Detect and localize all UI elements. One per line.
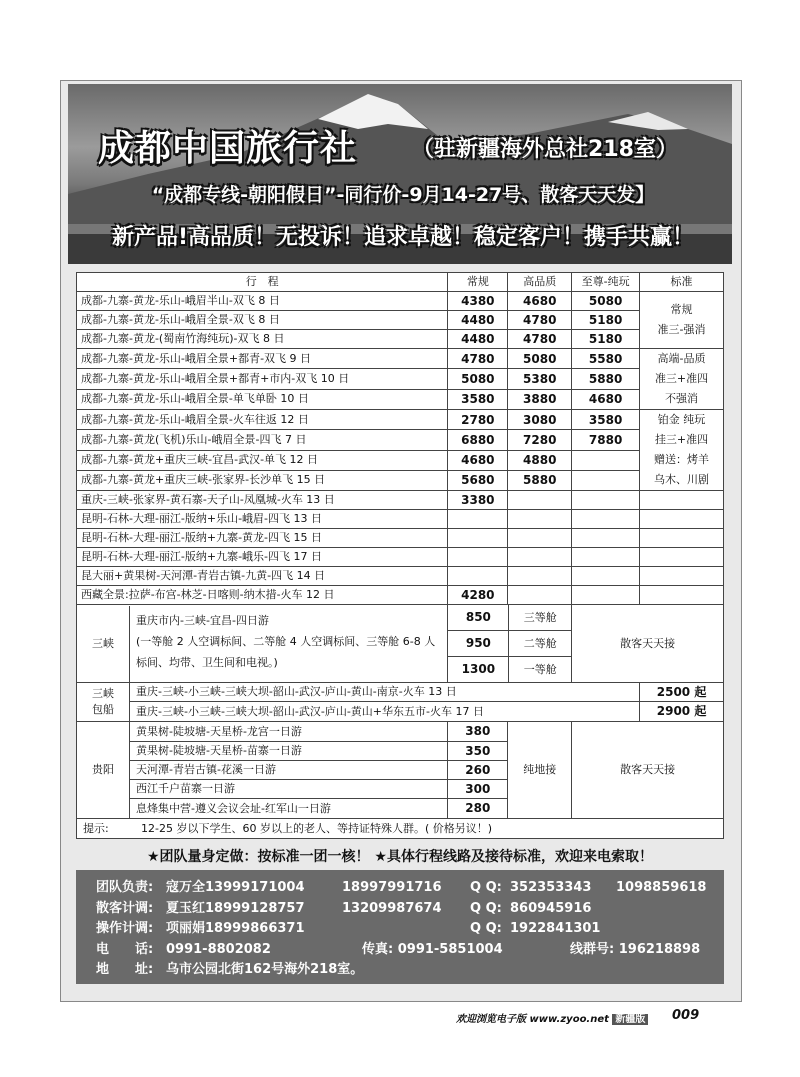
boat-routes: [77, 683, 640, 722]
guiyang-route: 天河潭-青岩古镇-花溪一日游: [130, 761, 447, 780]
table-row: [77, 529, 724, 548]
price-premium: [572, 567, 640, 586]
table-row: [77, 491, 724, 510]
table-row: [77, 410, 724, 430]
fax: 传真: 0991-5851004: [362, 942, 503, 957]
route-cell: 昆大丽+黄果树-天河潭-青岩古镇-九黄-四飞 14 日: [77, 567, 448, 586]
header-premium: 至尊-纯玩: [572, 273, 640, 292]
footer: [456, 1010, 648, 1025]
table-row: [77, 311, 724, 330]
price-premium: 5580: [572, 349, 640, 369]
table-row: [77, 369, 724, 389]
contact-label: 电 话:: [96, 942, 154, 957]
boat-price: 2900 起: [656, 704, 707, 718]
tip-text: 12-25 岁以下学生、60 岁以上的老人、等持证特殊人群。( 价格另议！): [141, 822, 493, 835]
route-cell: 重庆-三峡-张家界-黄石寨-天子山-凤凰城-火车 13 日: [77, 491, 448, 510]
guiyang-note: [572, 722, 724, 819]
price-regular: 6880: [448, 430, 508, 450]
standard-empty: [640, 567, 724, 586]
tip-row: [77, 819, 724, 839]
standard-empty: [640, 586, 724, 605]
standard-text: 挂三+准四: [654, 433, 709, 446]
tip-label: 提示:: [83, 822, 109, 835]
route-cell: 昆明-石林-大理-丽江-版纳+九寨-峨乐-四飞 17 日: [77, 548, 448, 567]
price-regular: 5080: [448, 369, 508, 389]
headline-price: “成都专线-朝阳假日”-同行价-9月14-27号、散客天天发】: [151, 184, 655, 206]
standard-empty: [640, 491, 724, 510]
price-table: [76, 272, 724, 839]
footer-text: 欢迎浏览电子版 www.zyoo.net: [456, 1014, 609, 1025]
page-number: 009: [672, 1008, 700, 1023]
price-quality: 4680: [508, 292, 572, 311]
table-row: [77, 349, 724, 369]
route-cell: 昆明-石林-大理-丽江-版纳+九寨-黄龙-四飞 15 日: [77, 529, 448, 548]
table-row: [77, 548, 724, 567]
price-regular: [448, 548, 508, 567]
guiyang-price: 280: [465, 801, 491, 815]
group-number: 线群号: 196218898: [570, 942, 701, 957]
guiyang-route: 息烽集中营-遵义会议会址-红军山一日游: [136, 802, 331, 815]
guiyang-route: 黄果树-陡坡塘-天星桥-苗寨一日游: [130, 742, 447, 761]
guiyang-route: 西江千户苗寨一日游: [130, 780, 447, 799]
price-regular: 3380: [448, 491, 508, 510]
standard-empty: [640, 548, 724, 567]
contact-name: 寇万全13999171004: [166, 880, 305, 895]
route-cell: 西藏全景:拉萨-布宫-林芝-日喀则-纳木措-火车 12 日: [77, 586, 448, 605]
price-premium: 5180: [572, 311, 640, 330]
price-premium: [572, 470, 640, 490]
price-quality: 3080: [508, 410, 572, 430]
standard-text: 准三-强消: [657, 323, 706, 336]
price-quality: 4880: [508, 450, 572, 470]
price-regular: 4280: [448, 586, 508, 605]
contact-label: 团队负责:: [96, 880, 154, 895]
price-quality: [508, 567, 572, 586]
cabin-price: 1300: [448, 657, 509, 682]
price-premium: [572, 450, 640, 470]
standard-empty: [640, 510, 724, 529]
price-premium: 4680: [572, 389, 640, 409]
standard-group-3: [640, 410, 724, 491]
agency-subtitle: （驻新疆海外总社218室）: [412, 137, 678, 162]
route-cell: 成都-九寨-黄龙-乐山-峨眉全景+都青+市内-双飞 10 日: [77, 369, 448, 389]
sanxia-note-text: 散客天天接: [620, 636, 676, 650]
table-row: [77, 567, 724, 586]
header-standard: 标准: [640, 273, 724, 292]
sanxia-note: [572, 605, 724, 683]
qq-number: 860945916: [510, 901, 592, 916]
price-premium: [572, 529, 640, 548]
qq-label: Q Q:: [470, 901, 502, 916]
price-premium: [572, 548, 640, 567]
price-quality: 3880: [508, 389, 572, 409]
sanxia-section: [77, 605, 724, 683]
standard-empty: [640, 529, 724, 548]
tip-cell: [77, 819, 724, 839]
standard-group-2: [640, 349, 724, 410]
boat-label-1: 三峡: [92, 687, 114, 700]
standard-group-1: [640, 292, 724, 349]
price-premium: 5180: [572, 330, 640, 349]
price-quality: [508, 586, 572, 605]
route-cell: 成都-九寨-黄龙-乐山-峨眉半山-双飞 8 日: [77, 292, 448, 311]
route-cell: 成都-九寨-黄龙-乐山-峨眉全景-双飞 8 日: [77, 311, 448, 330]
boat-section: [77, 683, 724, 722]
sanxia-route-desc: (一等舱 2 人空调标间、二等舱 4 人空调标间、三等舱 6-8 人标间、均带、卫生间和电视。): [136, 634, 436, 669]
price-regular: 5680: [448, 470, 508, 490]
price-regular: [448, 567, 508, 586]
price-premium: [572, 491, 640, 510]
guiyang-section: [77, 722, 724, 819]
price-quality: 4780: [508, 330, 572, 349]
table-row: [77, 430, 724, 450]
headline-slogan: 新产品!高品质！无投诉！追求卓越！稳定客户！携手共赢！: [111, 225, 695, 250]
qq-number: 1922841301: [510, 921, 601, 936]
price-regular: 4680: [448, 450, 508, 470]
route-cell: 成都-九寨-黄龙+重庆三峡-宜昌-武汉-单飞 12 日: [77, 450, 448, 470]
standard-text: 乌木、川剧: [654, 473, 710, 486]
address: 乌市公园北街162号海外218室。: [166, 962, 364, 977]
table-row: [77, 510, 724, 529]
table-row: [77, 389, 724, 409]
price-quality: [508, 510, 572, 529]
route-cell: 成都-九寨-黄龙+重庆三峡-张家界-长沙单飞 15 日: [77, 470, 448, 490]
price-quality: 5380: [508, 369, 572, 389]
route-cell: 成都-九寨-黄龙-乐山-峨眉全景-单飞单卧 10 日: [77, 389, 448, 409]
contact-label: 散客计调:: [96, 901, 154, 916]
qq-label: Q Q:: [470, 880, 502, 895]
table-header-row: [77, 273, 724, 292]
header-quality: 高品质: [508, 273, 572, 292]
qq-label: Q Q:: [470, 921, 502, 936]
sanxia-label: 三峡: [77, 606, 130, 682]
price-regular: 2780: [448, 410, 508, 430]
promo-text: ★团队量身定做：按标准一团一核！ ★具体行程线路及接待标准，欢迎来电索取！: [147, 849, 653, 865]
table-row: [77, 330, 724, 349]
boat-label-2: 包船: [92, 703, 114, 716]
table-row: [77, 450, 724, 470]
contact-name: 项丽娟18999866371: [166, 921, 305, 936]
price-premium: [572, 510, 640, 529]
guiyang-price: 380: [448, 722, 507, 742]
qq-number: 1098859618: [616, 880, 707, 895]
sanxia-route-title: 重庆市内-三峡-宜昌-四日游: [136, 613, 269, 627]
price-regular: 4480: [448, 330, 508, 349]
cabin-price: 850: [448, 605, 509, 630]
guiyang-prices: [448, 722, 508, 819]
sanxia-desc: [130, 606, 447, 682]
boat-price: 2500 起: [640, 683, 723, 702]
header-route: 行 程: [77, 273, 448, 292]
guiyang-note-text: 散客天天接: [620, 763, 676, 776]
guiyang-route: 黄果树-陡坡塘-天星桥-龙宫一日游: [130, 722, 447, 742]
cabin-price: 950: [448, 631, 509, 656]
table-row: [77, 470, 724, 490]
route-cell: 成都-九寨-黄龙-乐山-峨眉全景+都青-双飞 9 日: [77, 349, 448, 369]
standard-text: 高端-品质: [657, 352, 706, 365]
boat-route: 重庆-三峡-小三峡-三峡大坝-韶山-武汉-庐山-黄山-南京-火车 13 日: [130, 683, 639, 702]
guiyang-price: 350: [448, 742, 507, 761]
route-cell: 昆明-石林-大理-丽江-版纳+乐山-峨眉-四飞 13 日: [77, 510, 448, 529]
contact-label: 地 址:: [96, 962, 154, 977]
guiyang-price: 260: [448, 761, 507, 780]
header-regular: 常规: [448, 273, 508, 292]
guiyang-label: 贵阳: [77, 722, 130, 818]
price-quality: 5080: [508, 349, 572, 369]
price-premium: [572, 586, 640, 605]
price-regular: 4780: [448, 349, 508, 369]
contact-box: [76, 870, 724, 984]
price-quality: [508, 529, 572, 548]
standard-text: 准三+准四: [654, 372, 709, 385]
price-quality: [508, 548, 572, 567]
guiyang-pickup: [508, 722, 572, 819]
route-cell: 成都-九寨-黄龙-乐山-峨眉全景-火车往返 12 日: [77, 410, 448, 430]
route-cell: 成都-九寨-黄龙-(蜀南竹海纯玩)-双飞 8 日: [77, 330, 448, 349]
cabin-class: 二等舱: [523, 637, 557, 650]
price-quality: 4780: [508, 311, 572, 330]
guiyang-pickup-text: 纯地接: [523, 763, 557, 776]
price-regular: [448, 529, 508, 548]
standard-text: 赠送：烤羊: [654, 453, 710, 466]
qq-number: 352353343: [510, 880, 592, 895]
cabin-class: 三等舱: [523, 611, 557, 624]
contact-phone: 18997991716: [342, 880, 442, 895]
route-cell: 成都-九寨-黄龙(飞机)乐山-峨眉全景-四飞 7 日: [77, 430, 448, 450]
price-regular: 3580: [448, 389, 508, 409]
table-row: [77, 586, 724, 605]
sanxia-prices: [448, 605, 572, 683]
price-quality: 5880: [508, 470, 572, 490]
contact-label: 操作计调:: [96, 921, 154, 936]
standard-text: 不强消: [665, 392, 699, 405]
price-premium: 3580: [572, 410, 640, 430]
price-regular: [448, 510, 508, 529]
price-premium: 5880: [572, 369, 640, 389]
agency-title: 成都中国旅行社: [98, 128, 358, 169]
standard-text: 铂金 纯玩: [657, 413, 706, 426]
price-premium: 5080: [572, 292, 640, 311]
guiyang-price: 300: [448, 780, 507, 799]
contact-name: 夏玉红18999128757: [166, 901, 305, 916]
price-regular: 4380: [448, 292, 508, 311]
guiyang-routes: [77, 722, 448, 819]
cabin-class: 一等舱: [523, 663, 557, 676]
standard-text: 常规: [670, 303, 693, 316]
price-regular: 4480: [448, 311, 508, 330]
price-quality: 7280: [508, 430, 572, 450]
boat-prices: [640, 683, 724, 722]
telephone: 0991-8802082: [166, 942, 271, 957]
contact-phone: 13209987674: [342, 901, 442, 916]
boat-route: 重庆-三峡-小三峡-三峡大坝-韶山-武汉-庐山-黄山+华东五市-火车 17 日: [136, 705, 484, 718]
table-row: [77, 292, 724, 311]
sanxia-route-cell: [77, 605, 448, 683]
price-quality: [508, 491, 572, 510]
edition-tag: 新疆版: [612, 1014, 648, 1025]
boat-label: [77, 683, 130, 721]
price-premium: 7880: [572, 430, 640, 450]
